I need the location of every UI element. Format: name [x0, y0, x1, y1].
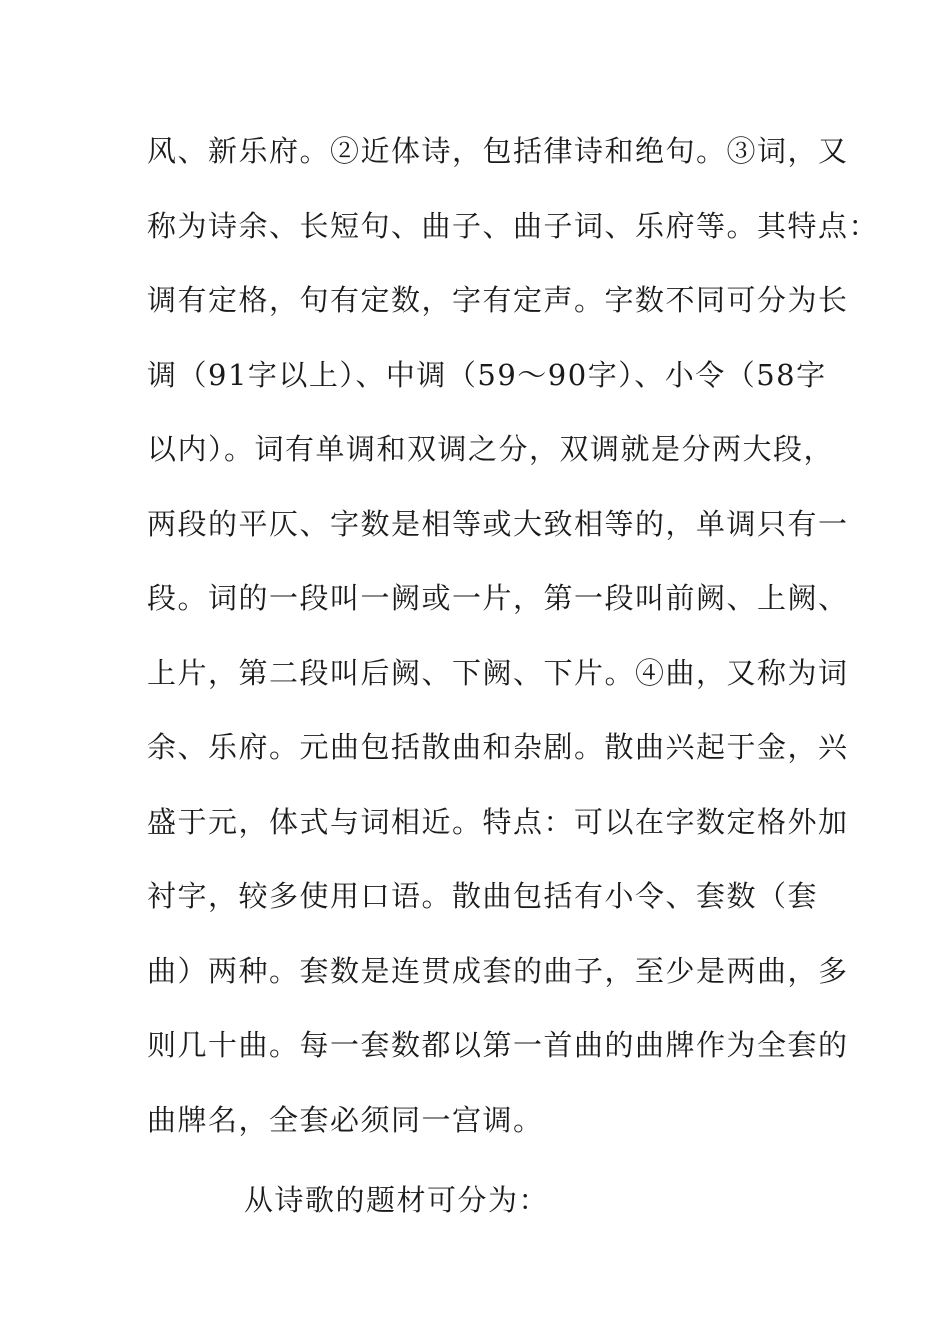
- text-line: 调有定格，句有定数，字有定声。字数不同可分为长: [147, 283, 849, 317]
- text-line: 盛于元，体式与词相近。特点：可以在字数定格外加: [147, 804, 849, 839]
- paragraph-intro: 从诗歌的题材可分为：: [244, 1183, 550, 1217]
- text-line: 段。词的一段叫一阙或一片，第一段叫前阙、上阙、: [147, 581, 849, 615]
- text-line: 则几十曲。每一套数都以第一首曲的曲牌作为全套的: [147, 1028, 849, 1062]
- paragraph-body: [147, 126, 880, 1169]
- text-line: 衬字，较多使用口语。散曲包括有小令、套数（套: [147, 879, 819, 913]
- text-line: 上片，第二段叫后阙、下阙、下片。④曲，又称为词: [147, 655, 849, 690]
- text-line: 调（91字以上）、中调（59～90字）、小令（58字: [147, 357, 827, 392]
- text-line: 曲牌名，全套必须同一宫调。: [147, 1102, 544, 1137]
- text-line: 以内）。词有单调和双调之分，双调就是分两大段，: [147, 432, 835, 466]
- text-line: 余、乐府。元曲包括散曲和杂剧。散曲兴起于金，兴: [147, 730, 849, 764]
- text-line: 称为诗余、长短句、曲子、曲子词、乐府等。其特点：: [147, 208, 880, 243]
- text-line: 风、新乐府。②近体诗，包括律诗和绝句。③词，又: [147, 134, 849, 168]
- text-line: 曲）两种。套数是连贯成套的曲子，至少是两曲，多: [147, 953, 849, 988]
- text-line: 两段的平仄、字数是相等或大致相等的，单调只有一: [147, 506, 849, 541]
